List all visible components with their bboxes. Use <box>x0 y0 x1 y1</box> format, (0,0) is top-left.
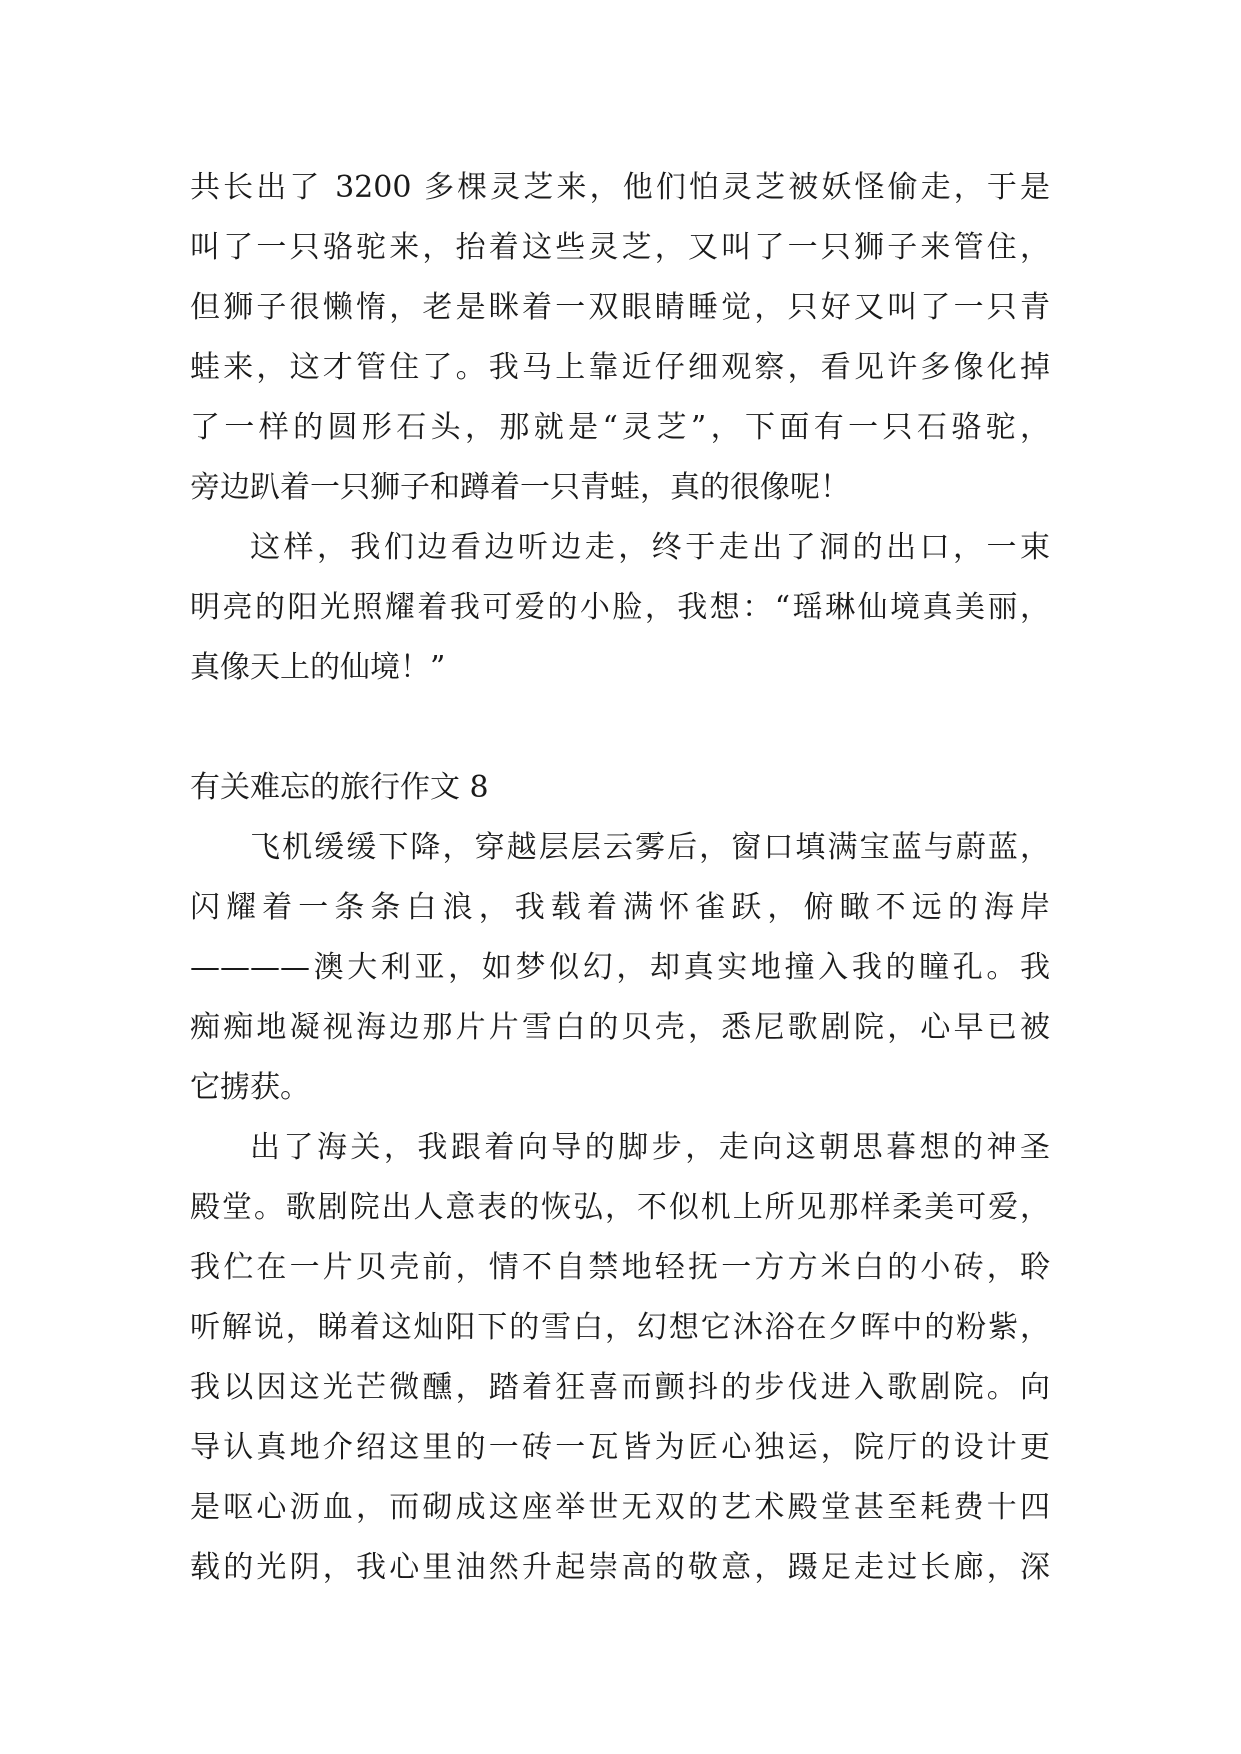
text-line: 明亮的阳光照耀着我可爱的小脸，我想：“瑶琳仙境真美丽， <box>190 590 1050 625</box>
text-line: 真像天上的仙境！” <box>190 650 446 685</box>
text-line: 它掳获。 <box>190 1070 310 1105</box>
text-line: 导认真地介绍这里的一砖一瓦皆为匠心独运，院厅的设计更 <box>190 1430 1050 1465</box>
text-line: 载的光阴，我心里油然升起崇高的敬意，蹑足走过长廊，深 <box>190 1550 1050 1585</box>
text-line: 是呕心沥血，而砌成这座举世无双的艺术殿堂甚至耗费十四 <box>190 1490 1050 1525</box>
section-spacer <box>190 698 1050 758</box>
text-line: 叫了一只骆驼来，抬着这些灵芝，又叫了一只狮子来管住， <box>190 230 1050 265</box>
text-line: ————澳大利亚，如梦似幻，却真实地撞入我的瞳孔。我 <box>190 950 1050 985</box>
text-line: 飞机缓缓下降，穿越层层云雾后，窗口填满宝蓝与蔚蓝， <box>250 830 1050 865</box>
text-line: 殿堂。歌剧院出人意表的恢弘，不似机上所见那样柔美可爱， <box>190 1190 1050 1225</box>
text-line: 我以因这光芒微醺，踏着狂喜而颤抖的步伐进入歌剧院。向 <box>190 1370 1050 1405</box>
paragraph-exit <box>190 518 1050 698</box>
paragraph-flight <box>190 818 1050 1118</box>
text-line: 但狮子很懒惰，老是眯着一双眼睛睡觉，只好又叫了一只青 <box>190 290 1050 325</box>
text-line: 这样，我们边看边听边走，终于走出了洞的出口，一束 <box>250 530 1050 565</box>
text-line: 我伫在一片贝壳前，情不自禁地轻抚一方方米白的小砖，聆 <box>190 1250 1050 1285</box>
text-line: 听解说，睇着这灿阳下的雪白，幻想它沐浴在夕晖中的粉紫， <box>190 1310 1050 1345</box>
text-line: 痴痴地凝视海边那片片雪白的贝壳，悉尼歌剧院，心早已被 <box>190 1010 1050 1045</box>
document-body <box>190 158 1050 1598</box>
text-line: 旁边趴着一只狮子和蹲着一只青蛙，真的很像呢！ <box>190 470 850 505</box>
text-line: 闪耀着一条条白浪，我载着满怀雀跃，俯瞰不远的海岸 <box>190 890 1050 925</box>
text-line: 了一样的圆形石头，那就是“灵芝”，下面有一只石骆驼， <box>190 410 1050 445</box>
section-heading: 有关难忘的旅行作文 8 <box>190 770 489 805</box>
text-line: 出了海关，我跟着向导的脚步，走向这朝思暮想的神圣 <box>250 1130 1050 1165</box>
text-line: 共长出了 3200 多棵灵芝来，他们怕灵芝被妖怪偷走，于是 <box>190 170 1050 205</box>
text-line: 蛙来，这才管住了。我马上靠近仔细观察，看见许多像化掉 <box>190 350 1050 385</box>
paragraph-opera-house <box>190 1118 1050 1598</box>
paragraph-lingzhi <box>190 158 1050 518</box>
